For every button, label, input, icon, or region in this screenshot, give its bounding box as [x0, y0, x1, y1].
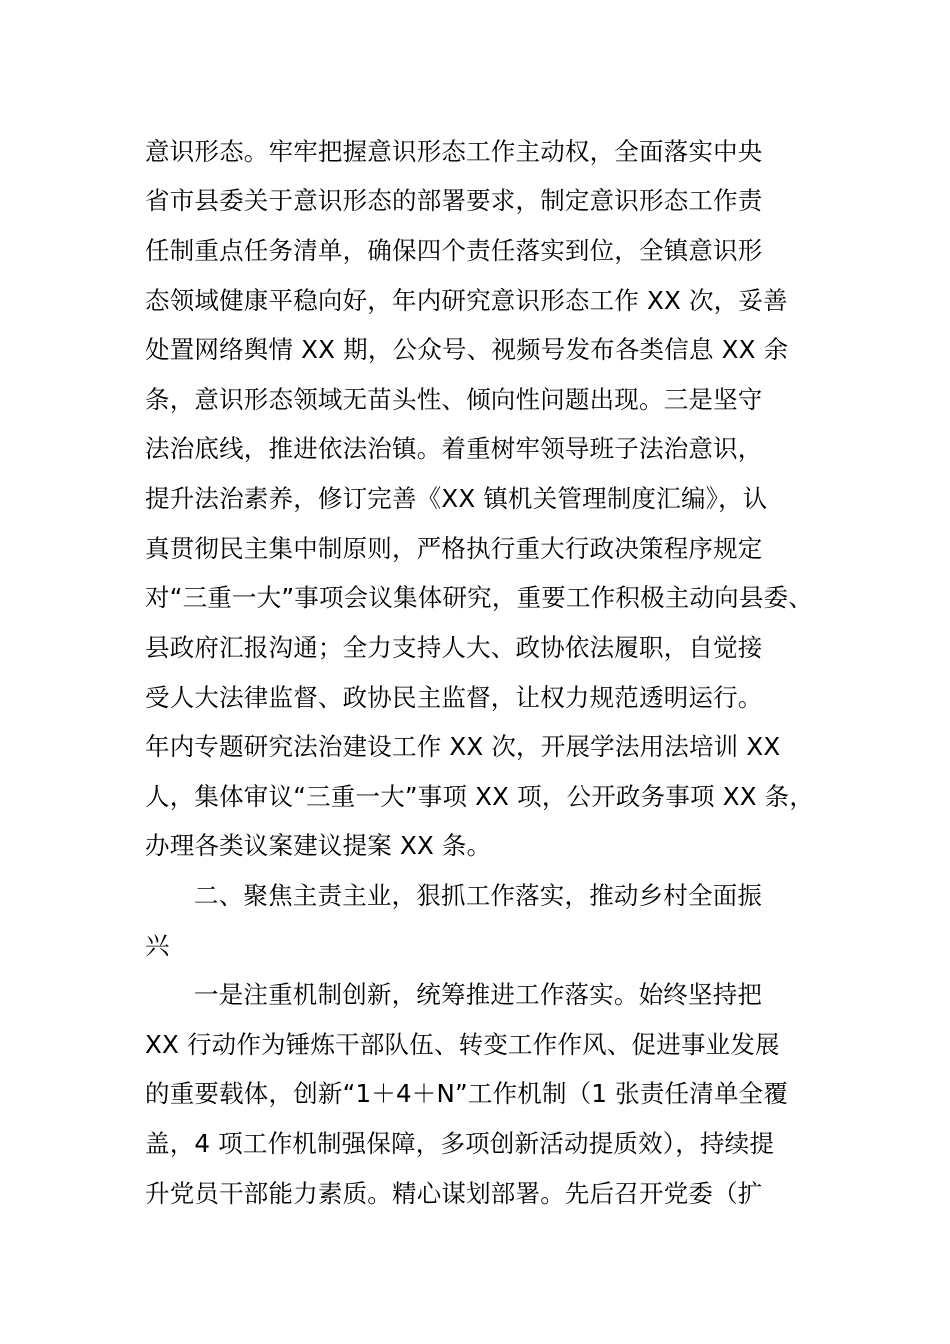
body-text-line: 县政府汇报沟通；全力支持人大、政协依法履职，自觉接	[145, 633, 763, 662]
body-text-line: 受人大法律监督、政协民主监督，让权力规范透明运行。	[145, 683, 763, 712]
body-text-line: 省市县委关于意识形态的部署要求，制定意识形态工作责	[145, 186, 763, 215]
body-text-line: 一是注重机制创新，统筹推进工作落实。始终坚持把	[194, 980, 763, 1009]
body-text-line: 条，意识形态领域无苗头性、倾向性问题出现。三是坚守	[145, 385, 763, 414]
body-text-line: 态领域健康平稳向好，年内研究意识形态工作 XX 次，妥善	[145, 286, 788, 315]
body-text-line: 对“三重一大”事项会议集体研究，重要工作积极主动向县委、	[145, 583, 813, 612]
body-text-line: 处置网络舆情 XX 期，公众号、视频号发布各类信息 XX 余	[145, 335, 789, 364]
body-text-line: 法治底线，推进依法治镇。着重树牢领导班子法治意识，	[145, 434, 763, 463]
body-text-line: XX 行动作为锤炼干部队伍、转变工作作风、促进事业发展	[145, 1030, 780, 1059]
body-text-line: 的重要载体，创新“1＋4＋N”工作机制（1 张责任清单全覆	[145, 1079, 789, 1108]
section-heading-line: 二、聚焦主责主业，狠抓工作落实，推动乡村全面振	[194, 881, 763, 910]
section-heading-line: 兴	[145, 931, 170, 960]
body-text-line: 升党员干部能力素质。精心谋划部署。先后召开党委（扩	[145, 1179, 763, 1208]
body-text-line: 办理各类议案建议提案 XX 条。	[145, 831, 492, 860]
body-text-line: 任制重点任务清单，确保四个责任落实到位，全镇意识形	[145, 236, 763, 265]
body-text-line: 真贯彻民主集中制原则，严格执行重大行政决策程序规定	[145, 534, 763, 563]
body-text-line: 盖，4 项工作机制强保障，多项创新活动提质效），持续提	[145, 1129, 775, 1158]
body-text-line: 年内专题研究法治建设工作 XX 次，开展学法用法培训 XX	[145, 732, 781, 761]
body-text-line: 提升法治素养，修订完善《XX 镇机关管理制度汇编》，认	[145, 484, 768, 513]
body-text-line: 意识形态。牢牢把握意识形态工作主动权，全面落实中央	[145, 137, 763, 166]
body-text-line: 人，集体审议“三重一大”事项 XX 项，公开政务事项 XX 条，	[145, 782, 815, 811]
